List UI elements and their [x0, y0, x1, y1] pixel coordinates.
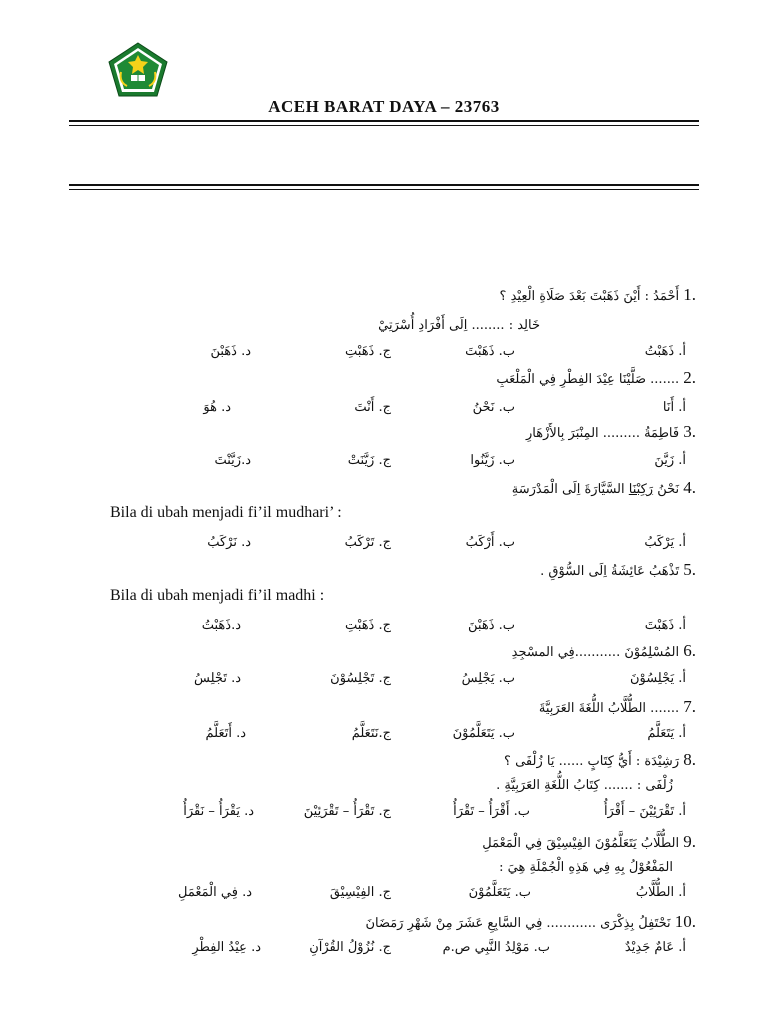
question-number: 2. [683, 368, 696, 387]
option-a[interactable]: أ. يَجْلِسُوْنَ [629, 671, 686, 686]
option-a[interactable]: أ. يَرْكَبُ [644, 535, 686, 550]
question-number: 10. [674, 912, 696, 931]
option-b[interactable]: ب. يَتَعَلَّمُوْنَ [452, 726, 515, 741]
option-b[interactable]: ب. نَحْنُ [472, 400, 515, 415]
instruction-madhi: Bila di ubah menjadi fi’il madhi : [110, 587, 325, 604]
option-c[interactable]: ج. ذَهَبْتِ [345, 618, 391, 633]
option-d[interactable]: د. فِي الْمَعْمَلِ [178, 885, 252, 900]
option-a[interactable]: أ. ذَهَبْتُ [644, 344, 686, 359]
option-c[interactable]: ج. الفِيْسِيْقَ [329, 885, 391, 900]
question-line: خَالِد : ........ اِلَى أَفْرَادِ أُسْرَتِيْ [378, 318, 540, 333]
option-a[interactable]: أ. ذَهَبْتَ [644, 618, 686, 633]
option-d[interactable]: د. تَجْلِسُ [194, 671, 241, 686]
question-number: 7. [683, 697, 696, 716]
option-d[interactable]: د.ذَهَبْتُ [201, 618, 241, 633]
question-10 [365, 912, 696, 932]
question-6 [512, 641, 696, 661]
question-text: تَذْهَبُ عَائِشَةُ اِلَى السُّوْقِ . [540, 564, 680, 579]
school-address-header: ACEH BARAT DAYA – 23763 [268, 97, 500, 116]
question-number: 4. [683, 478, 696, 497]
option-c[interactable]: ج. أَنْتَ [354, 400, 391, 415]
option-b[interactable]: ب. يَتَعَلَّمُوْنَ [468, 885, 531, 900]
question-1 [500, 285, 696, 305]
option-c[interactable]: ج.نَتَعَلَّمُ [351, 726, 391, 741]
option-d[interactable]: د.زَيَّنْتَ [214, 453, 251, 468]
question-line: المَفْعُوْلُ بِهِ فِي هَذِهِ الْجُمْلَةِ هِيَ : [499, 860, 673, 875]
question-text: الطُّلَّابُ يَتَعَلَّمُوْنَ الفِيْسِيْقَ فِي الْمَعْمَلِ [482, 836, 680, 851]
option-b[interactable]: ب. ذَهَبْتَ [465, 344, 515, 359]
option-c[interactable]: ج. تَرْكَبُ [344, 535, 391, 550]
question-5 [540, 560, 696, 580]
header-divider-bottom-thin [69, 189, 699, 190]
question-text: رَشِيْدَة : أَيُّ كِتَابٍ ...... يَا زُلْفَى ؟ [504, 754, 680, 769]
question-text: نَحْتَفِلُ بِذِكْرَى ............ فِي السَّابِعِ عَشَرَ مِنْ شَهْرِ رَمَضَانَ [365, 916, 671, 931]
question-number: 5. [683, 560, 696, 579]
header-divider-top-thin [69, 125, 699, 126]
instruction-mudhari: Bila di ubah menjadi fi’il mudhari’ : [110, 504, 342, 521]
question-text-end: السَّيَّارَةَ اِلَى الْمَدْرَسَةِ [511, 482, 625, 497]
header-divider-top [69, 120, 699, 122]
option-a[interactable]: أ. الطُّلَّابُ [635, 885, 686, 900]
question-text: أَحْمَدُ : أَيْنَ ذَهَبْتَ بَعْدَ صَلَاةِ الْعِيْدِ ؟ [499, 289, 680, 304]
option-d[interactable]: د. أَتَعَلَّمُ [205, 726, 246, 741]
option-c[interactable]: ج. نُزُوْلُ القُرْآنِ [309, 940, 391, 955]
option-b[interactable]: ب. مَوْلِدُ النَّبِي ص.م [442, 940, 550, 955]
option-c[interactable]: ج. زَيَّنَتْ [347, 453, 391, 468]
question-3 [526, 422, 696, 442]
option-a[interactable]: أ. عَامٌ جَدِيْدٌ [624, 940, 686, 955]
question-9 [482, 832, 696, 852]
option-b[interactable]: ب. ذَهَبْنَ [468, 618, 515, 633]
question-4 [512, 478, 696, 498]
option-a[interactable]: أ. أَنَا [662, 400, 686, 415]
option-b[interactable]: ب. زَيَّنُوا [470, 453, 515, 468]
option-b[interactable]: ب. أَرْكَبُ [465, 535, 515, 550]
option-c[interactable]: ج. تَجْلِسُوْنَ [330, 671, 391, 686]
question-text: ....... الطُّلَّابُ اللُّغَةَ العَرَبِيَّةَ [538, 701, 680, 716]
option-a[interactable]: أ. تَقْرَئِيْنَ – أَقْرَأُ [603, 804, 686, 819]
question-8 [504, 750, 696, 770]
option-d[interactable]: د. يَقْرَأُ – نَقْرَأُ [183, 804, 254, 819]
question-text: المُسْلِمُوْنَ ...........فِي المسْجِدِ [511, 645, 680, 660]
option-a[interactable]: أ. يَتَعَلَّمُ [647, 726, 686, 741]
question-number: 9. [683, 832, 696, 851]
kemenag-emblem-logo [107, 42, 169, 98]
option-c[interactable]: ج. ذَهَبْتِ [345, 344, 391, 359]
option-d[interactable]: د. ذَهَبْنَ [210, 344, 251, 359]
question-text: فَاطِمَةُ ......... المِنْبَرَ بِالأَزْهَارِ [526, 426, 680, 441]
question-number: 8. [683, 750, 696, 769]
question-underlined-verb: رَكِبْنَا [628, 482, 654, 497]
question-2 [496, 368, 696, 388]
question-7 [539, 697, 696, 717]
header-divider-bottom [69, 184, 699, 186]
option-b[interactable]: ب. أَقْرَأُ – تَقْرَأُ [453, 804, 530, 819]
option-d[interactable]: د. نَرْكَبُ [207, 535, 251, 550]
question-number: 3. [683, 422, 696, 441]
question-text-start: نَحْنُ [657, 482, 680, 497]
question-line: زُلْفَى : ....... كِتَابُ اللُّغَةِ العَرَبِيَّةِ . [496, 778, 673, 793]
question-number: 1. [683, 285, 696, 304]
option-c[interactable]: ج. تَقْرَأُ – تَقْرَئِيْنَ [303, 804, 391, 819]
question-number: 6. [683, 641, 696, 660]
option-a[interactable]: أ. زَيَّنَ [654, 453, 686, 468]
question-text: ....... صَلَّيْنَا عِيْدَ الفِطْرِ فِي الْمَلْعَبِ [496, 372, 680, 387]
option-d[interactable]: د. هُوَ [203, 400, 231, 415]
option-b[interactable]: ب. يَجْلِسُ [461, 671, 515, 686]
option-d[interactable]: د. عِيْدُ الفِطْرِ [192, 940, 261, 955]
